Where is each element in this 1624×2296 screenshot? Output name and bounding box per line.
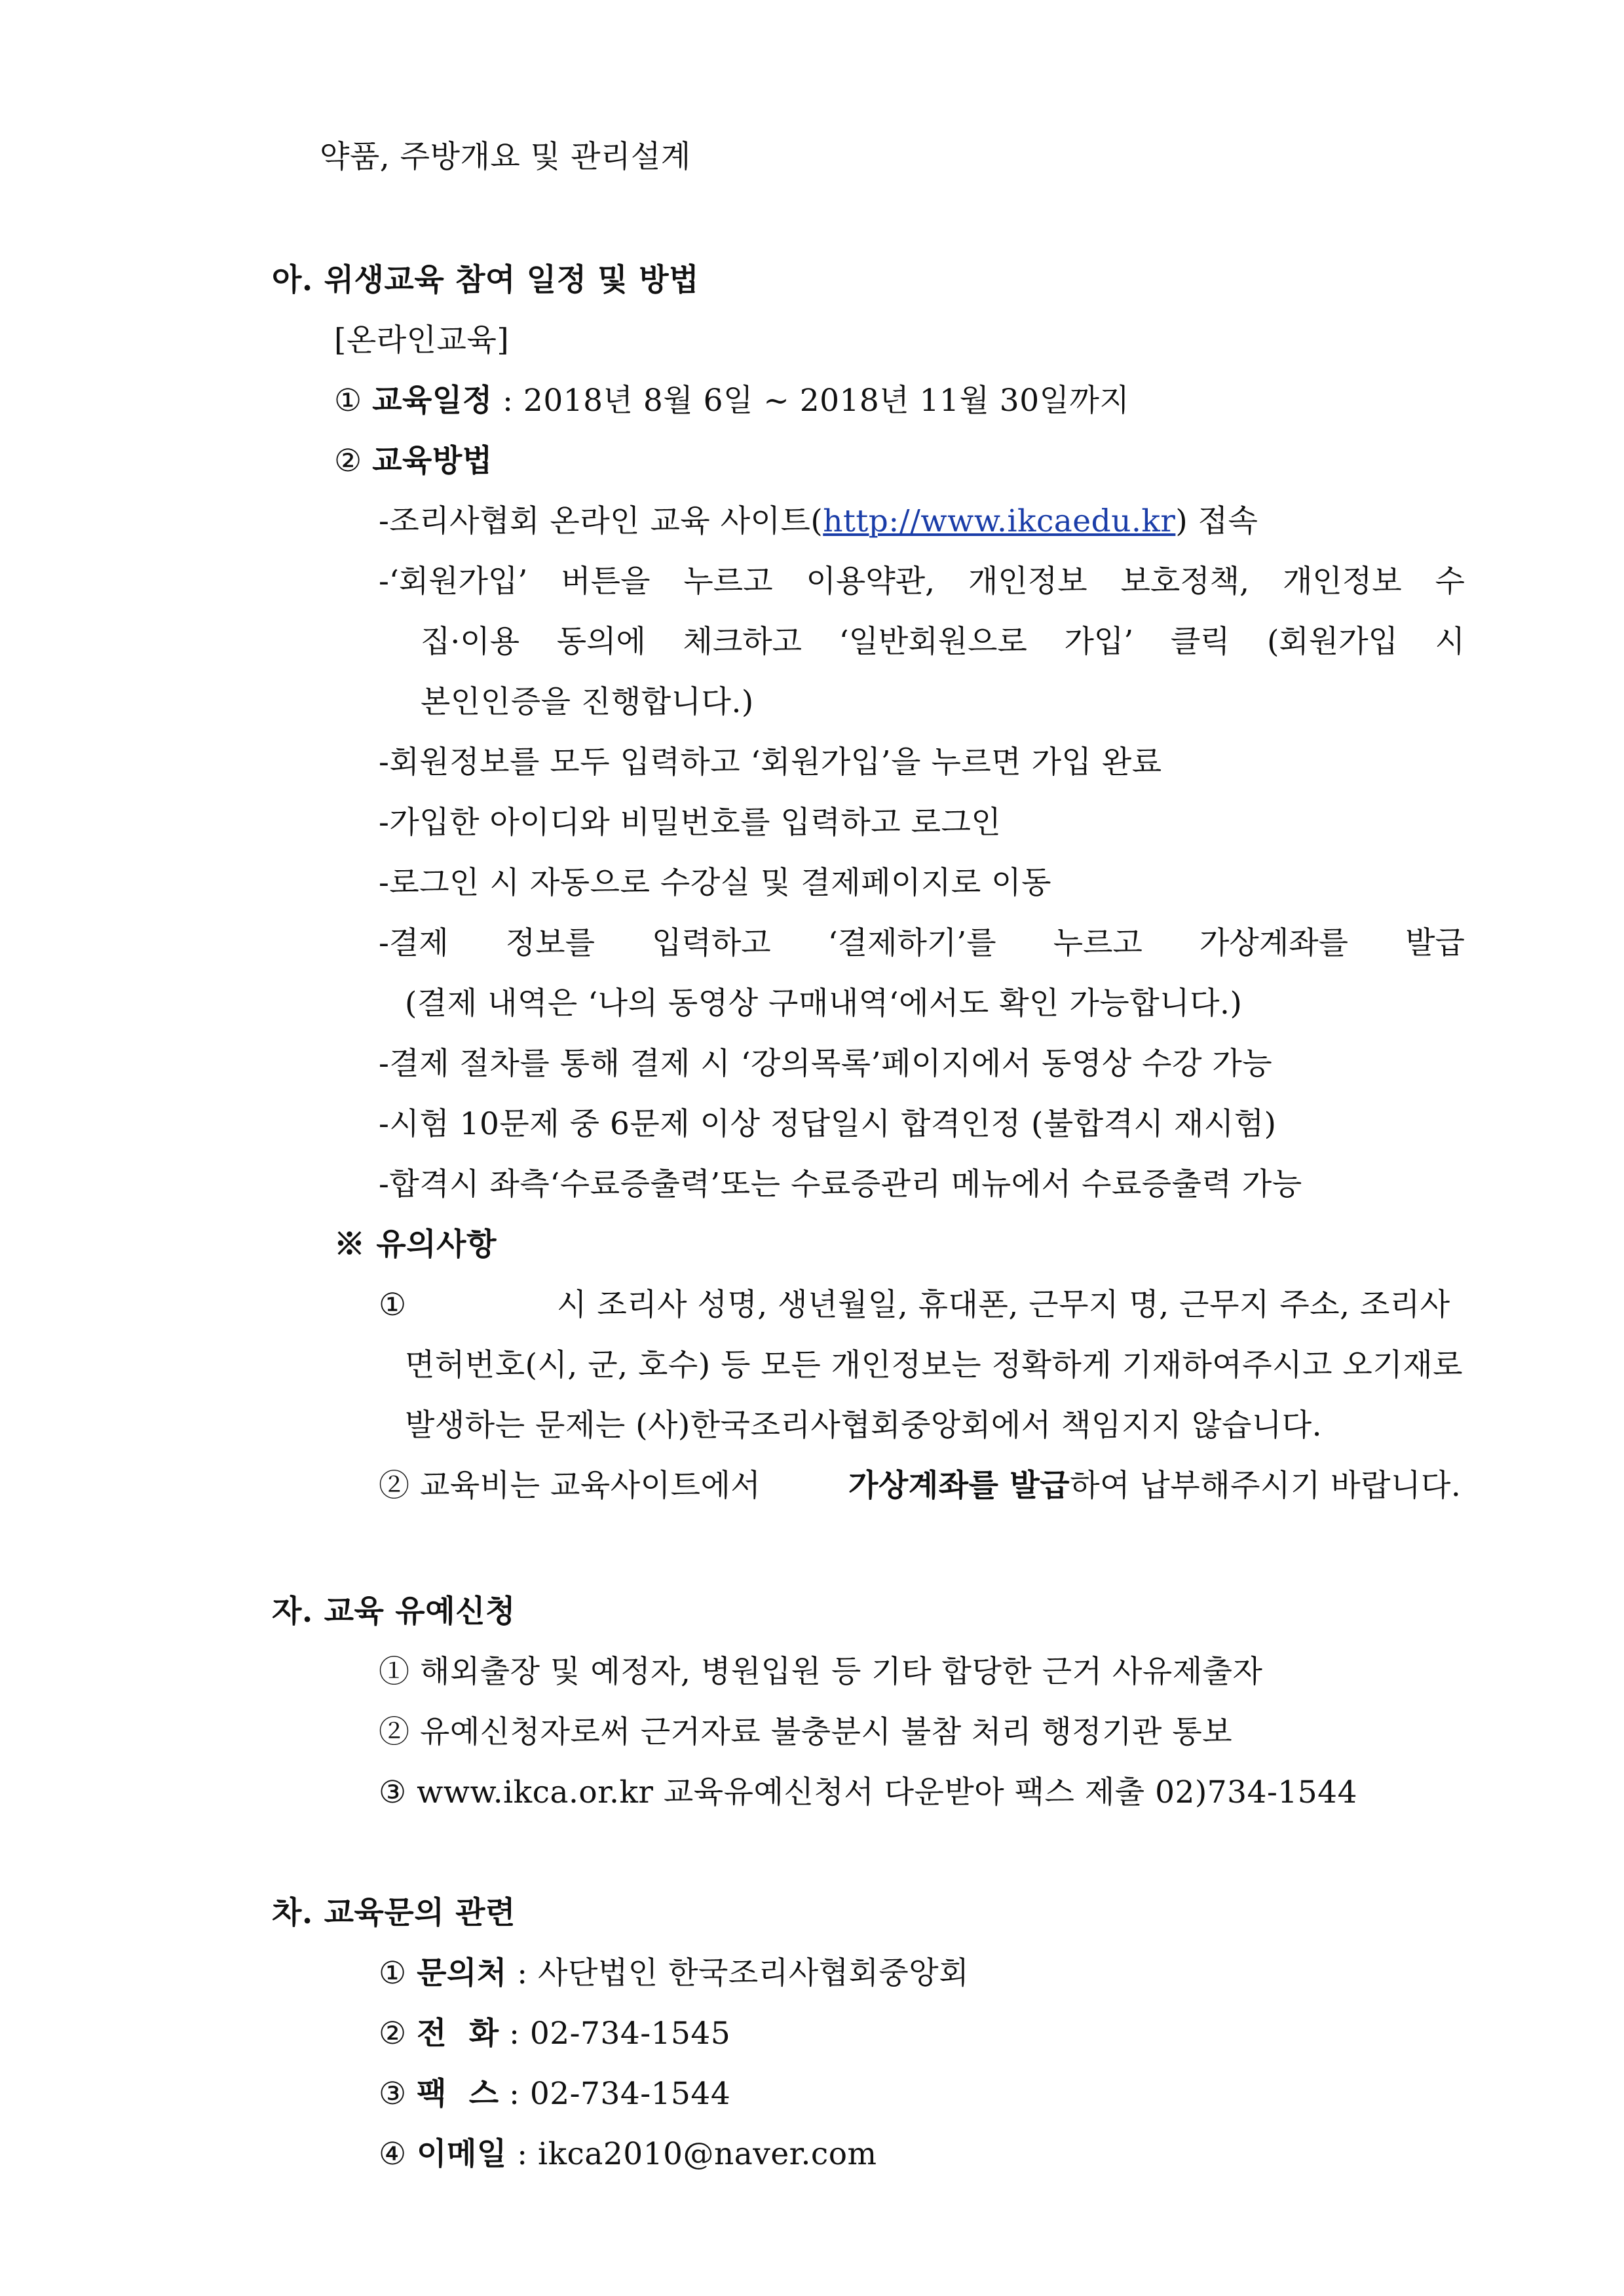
- note1-line2: 면허번호(시, 군, 호수) 등 모든 개인정보는 정확하게 기재하여주시고 오기재로: [405, 1347, 1463, 1383]
- contact-label: 이메일: [417, 2136, 507, 2172]
- method-label: 교육방법: [372, 443, 493, 479]
- deferral-item: ① 해외출장 및 예정자, 병원입원 등 기타 합당한 근거 사유제출자: [379, 1654, 1263, 1690]
- item-number: ①: [379, 1955, 407, 1991]
- step-signup-line2: [421, 622, 1465, 662]
- word: 동의에: [556, 624, 646, 660]
- contact-item: [379, 1954, 969, 1993]
- contact-label: 문의처: [417, 1955, 507, 1991]
- deferral-item: ② 유예신청자로써 근거자료 불충분시 불참 처리 행정기관 통보: [379, 1714, 1233, 1750]
- step-text: ) 접속: [1175, 503, 1258, 539]
- note1-number: ①: [379, 1287, 407, 1323]
- word: ‘결제하기’를: [827, 925, 996, 961]
- step-login: -가입한 아이디와 비밀번호를 입력하고 로그인: [379, 805, 1002, 841]
- section-heading-deferral: 자. 교육 유예신청: [272, 1594, 516, 1630]
- word: 개인정보: [968, 564, 1087, 600]
- word: ‘일반회원으로: [839, 624, 1027, 660]
- word: 버튼을: [561, 564, 651, 600]
- step-payment-line2: (결제 내역은 ‘나의 동영상 구매내역‘에서도 확인 가능합니다.): [405, 985, 1243, 1022]
- word: 이용약관,: [806, 564, 935, 600]
- deferral-item: ③ www.ikca.or.kr 교육유예신청서 다운받아 팩스 제출 02)734-1544: [379, 1774, 1357, 1810]
- step-signup-line3: 본인인증을 진행합니다.): [421, 684, 754, 720]
- item-number: ④: [379, 2136, 407, 2172]
- schedule-item: [334, 381, 1129, 421]
- contact-value: : 02-734-1545: [509, 2016, 731, 2052]
- note1-line1: 시 조리사 성명, 생년월일, 휴대폰, 근무지 명, 근무지 주소, 조리사: [557, 1287, 1450, 1323]
- online-education-label: [온라인교육]: [334, 322, 510, 358]
- contact-item: [379, 2135, 877, 2174]
- contact-value: : 사단법인 한국조리사협회중앙회: [517, 1955, 970, 1991]
- step-certificate: -합격시 좌측‘수료증출력’또는 수료증관리 메뉴에서 수료증출력 가능: [379, 1166, 1302, 1202]
- word: 보호정책,: [1120, 564, 1250, 600]
- word: -‘회원가입’: [379, 564, 528, 600]
- step-signup-line1: [379, 562, 1465, 602]
- word: -결제: [379, 925, 449, 961]
- education-site-link[interactable]: http://www.ikcaedu.kr: [823, 503, 1176, 539]
- note2-rest: [848, 1466, 1461, 1506]
- word: 시: [1435, 624, 1465, 660]
- method-item: [334, 442, 493, 481]
- contact-value: : ikca2010@naver.com: [517, 2136, 877, 2172]
- step-redirect: -로그인 시 자동으로 수강실 및 결제페이지로 이동: [379, 865, 1052, 901]
- step-enter-info: -회원정보를 모두 입력하고 ‘회원가입’을 누르면 가입 완료: [379, 744, 1162, 780]
- note2-prefix: ② 교육비는 교육사이트에서: [379, 1468, 761, 1504]
- item-number: ②: [334, 443, 362, 479]
- schedule-label: 교육일정: [372, 383, 493, 419]
- contact-value: : 02-734-1544: [509, 2076, 731, 2112]
- contact-label: 팩 스: [417, 2076, 499, 2112]
- section-heading-contact: 차. 교육문의 관련: [272, 1895, 516, 1931]
- word: 수: [1435, 564, 1465, 600]
- step-exam: -시험 10문제 중 6문제 이상 정답일시 합격인정 (불합격시 재시험): [379, 1106, 1277, 1142]
- word: 개인정보: [1282, 564, 1402, 600]
- section-heading-schedule: 아. 위생교육 참여 일정 및 방법: [272, 262, 699, 298]
- contact-item: [379, 2014, 730, 2054]
- step-watch-lecture: -결제 절차를 통해 결제 시 ‘강의목록’페이지에서 동영상 수강 가능: [379, 1046, 1273, 1082]
- schedule-value: : 2018년 8월 6일 ~ 2018년 11월 30일까지: [502, 383, 1130, 419]
- word: 체크하고: [683, 624, 803, 660]
- item-number: ③: [379, 2076, 407, 2112]
- continuation-line: 약품, 주방개요 및 관리설계: [320, 139, 691, 175]
- word: 정보를: [505, 925, 595, 961]
- note2-suffix: 하여 납부해주시기 바랍니다.: [1070, 1468, 1462, 1504]
- note1-line3: 발생하는 문제는 (사)한국조리사협회중앙회에서 책임지지 않습니다.: [405, 1407, 1323, 1444]
- notes-heading: ※ 유의사항: [334, 1227, 497, 1263]
- contact-label: 전 화: [417, 2016, 499, 2052]
- word: 집·이용: [421, 624, 520, 660]
- contact-item: [379, 2075, 730, 2114]
- step-visit-site: [379, 502, 1258, 541]
- step-payment-line1: [379, 924, 1465, 963]
- word: (회원가입: [1267, 624, 1399, 660]
- item-number: ②: [379, 2016, 407, 2052]
- note2-bold: 가상계좌를 발급: [848, 1468, 1070, 1504]
- word: 입력하고: [652, 925, 771, 961]
- item-number: ①: [334, 383, 362, 419]
- word: 누르고: [1053, 925, 1142, 961]
- word: 가입’: [1064, 624, 1134, 660]
- word: 누르고: [683, 564, 773, 600]
- step-text: -조리사협회 온라인 교육 사이트(: [379, 503, 823, 539]
- word: 클릭: [1170, 624, 1230, 660]
- word: 가상계좌를: [1199, 925, 1349, 961]
- word: 발급: [1405, 925, 1465, 961]
